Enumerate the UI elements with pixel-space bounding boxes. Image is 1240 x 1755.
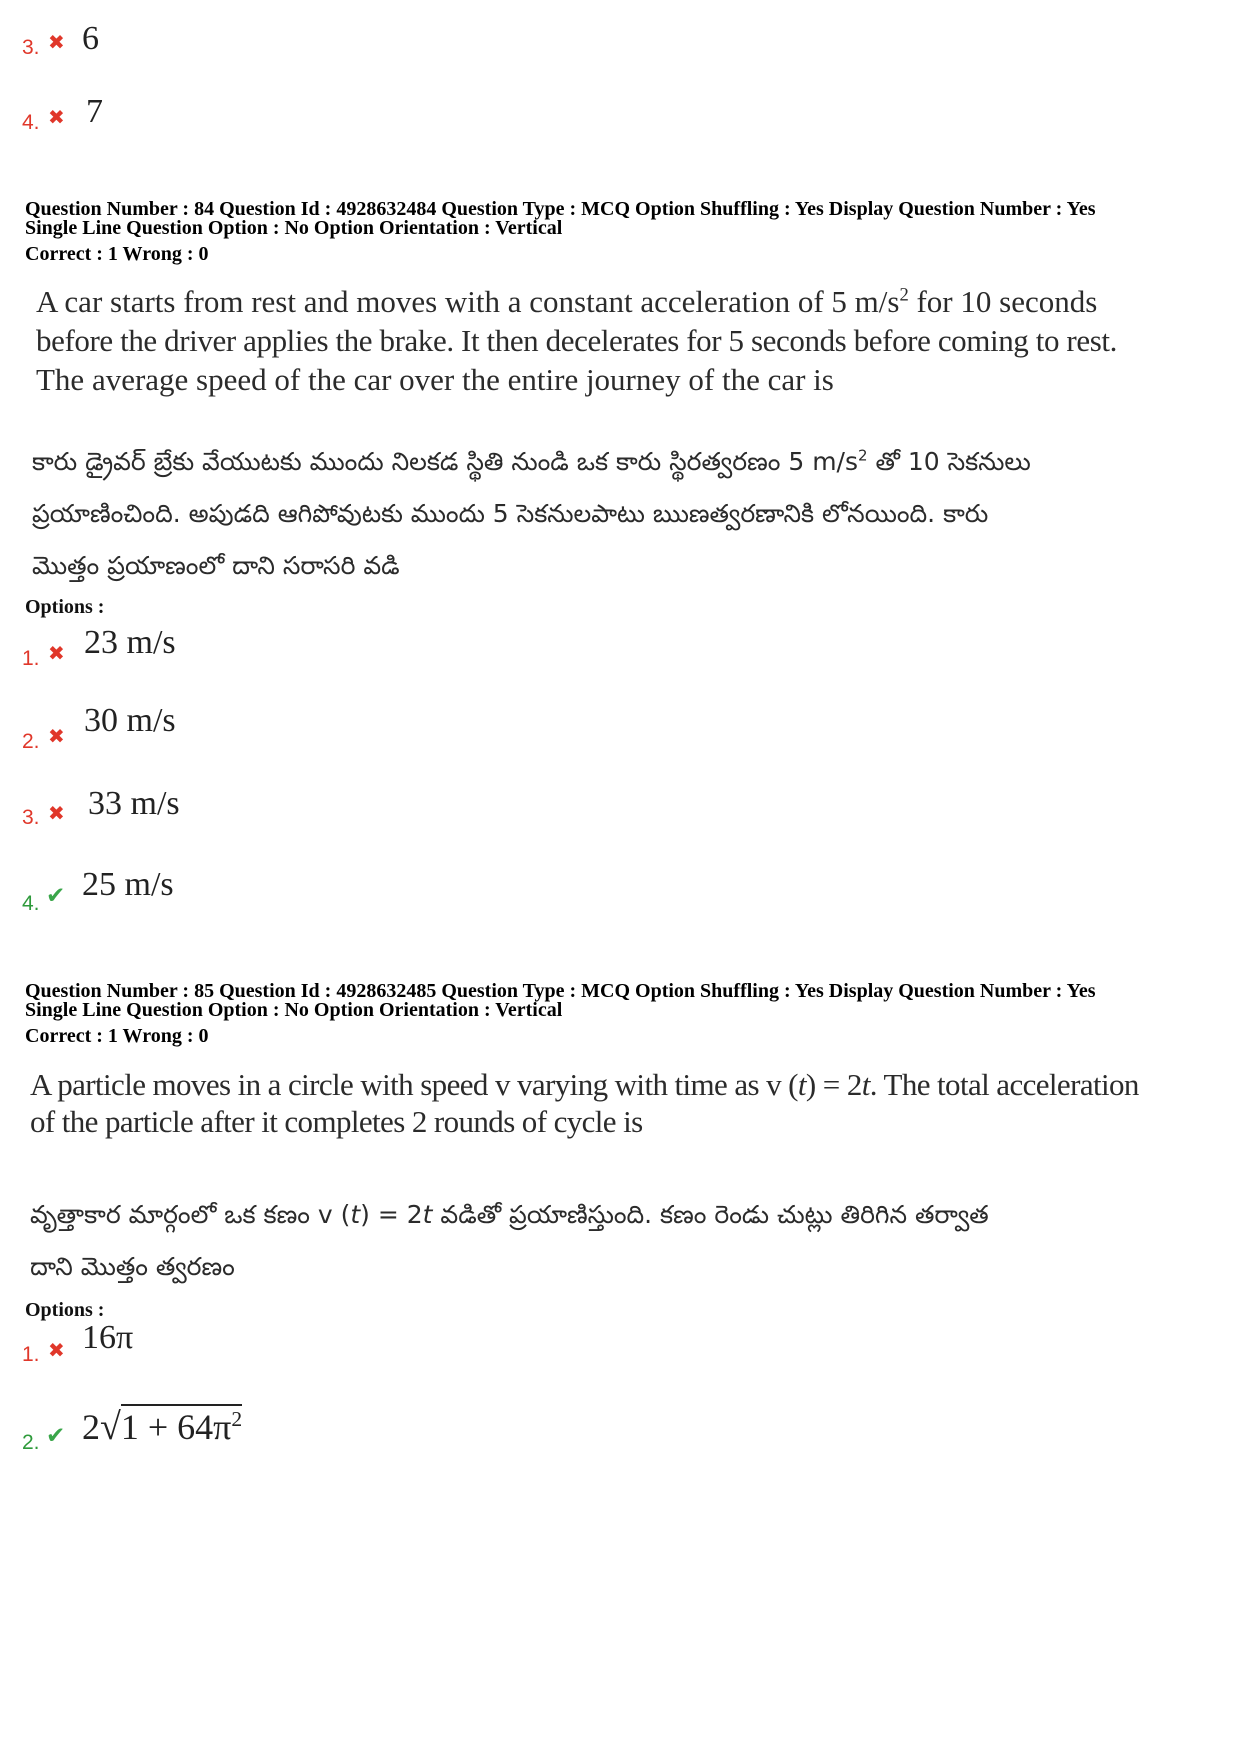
options-label: Options : [25, 596, 105, 618]
option-math-expression [82, 1405, 242, 1449]
option-number: 3. [22, 806, 40, 829]
option-text: 6 [82, 20, 99, 57]
question-text-line: కారు డ్రైవర్ బ్రేకు వేయుటకు ముందు నిలకడ స్థితి నుండి ఒక కారు స్థిరత్వరణం 5 m/s [32, 447, 858, 476]
question-score-line: Correct : 1 Wrong : 0 [25, 1025, 209, 1047]
wrong-mark-icon: ✖ [48, 641, 65, 665]
option-text: 7 [86, 93, 103, 130]
variable-t: t [350, 1200, 361, 1229]
question-text-line: A particle moves in a circle with speed v varying with time as v ( [30, 1067, 798, 1102]
variable-t: t [861, 1067, 870, 1102]
question-text-line: before the driver applies the brake. It then decelerates for 5 seconds before coming to rest. [36, 323, 1117, 358]
question-text-line: ) = 2 [805, 1067, 862, 1102]
correct-check-icon: ✔ [46, 1423, 66, 1449]
option-number: 3. [22, 36, 40, 59]
option-number: 4. [22, 111, 40, 134]
sqrt-icon: √ [100, 1406, 121, 1448]
superscript: 2 [231, 1407, 243, 1431]
wrong-mark-icon: ✖ [48, 30, 65, 54]
option-text: 33 m/s [88, 785, 180, 822]
math-radicand-text: 1 + 64π [120, 1407, 232, 1447]
question-meta-line1: Question Number : 84 Question Id : 4928632484 Question Type : MCQ Option Shuffling : Yes Display Question Number : Yes [25, 198, 1096, 220]
question-text-line: of the particle after it completes 2 rounds of cycle is [30, 1104, 643, 1139]
option-number: 4. [22, 892, 40, 915]
option-number: 2. [22, 730, 40, 753]
wrong-mark-icon: ✖ [48, 801, 65, 825]
option-number: 1. [22, 1343, 40, 1366]
math-radicand [121, 1404, 242, 1447]
math-coefficient: 2 [82, 1407, 100, 1447]
options-label: Options : [25, 1299, 105, 1321]
question-text-line: The average speed of the car over the entire journey of the car is [36, 362, 834, 397]
wrong-mark-icon: ✖ [48, 1338, 65, 1362]
superscript: 2 [899, 284, 909, 306]
question-text-line: A car starts from rest and moves with a constant acceleration of 5 m/s [36, 284, 900, 319]
option-text: 30 m/s [84, 702, 176, 739]
question-text-telugu [30, 1189, 989, 1293]
question-text-english [36, 282, 1117, 399]
question-text-line: వడితో ప్రయాణిస్తుంది. కణం రెండు చుట్లు తిరిగిన తర్వాత [432, 1200, 989, 1229]
question-text-line: దాని మొత్తం త్వరణం [30, 1252, 235, 1281]
question-text-telugu [32, 436, 1031, 592]
question-text-line: for 10 seconds [908, 284, 1098, 319]
option-text: 23 m/s [84, 624, 176, 661]
superscript: 2 [858, 446, 868, 465]
option-number: 2. [22, 1431, 40, 1454]
option-text: 16π [82, 1319, 134, 1356]
question-text-line: ప్రయాణించింది. అపుడది ఆగిపోవుటకు ముందు 5 సెకనులపాటు ఋణత్వరణానికి లోనయింది. కారు [32, 499, 989, 528]
wrong-mark-icon: ✖ [48, 724, 65, 748]
question-score-line: Correct : 1 Wrong : 0 [25, 243, 209, 265]
question-text-line: ) = 2 [360, 1200, 423, 1229]
wrong-mark-icon: ✖ [48, 105, 65, 129]
question-text-line: మొత్తం ప్రయాణంలో దాని సరాసరి వడి [32, 551, 400, 580]
question-meta-line2: Single Line Question Option : No Option Orientation : Vertical [25, 217, 563, 239]
question-meta-line2: Single Line Question Option : No Option Orientation : Vertical [25, 999, 563, 1021]
question-text-line: . The total acceleration [869, 1067, 1139, 1102]
question-text-line: వృత్తాకార మార్గంలో ఒక కణం v ( [30, 1200, 351, 1229]
variable-t: t [422, 1200, 433, 1229]
variable-t: t [797, 1067, 806, 1102]
question-text-english [30, 1065, 1139, 1141]
option-text: 25 m/s [82, 866, 174, 903]
option-number: 1. [22, 647, 40, 670]
question-meta-line1: Question Number : 85 Question Id : 4928632485 Question Type : MCQ Option Shuffling : Yes Display Question Number : Yes [25, 980, 1096, 1002]
correct-check-icon: ✔ [46, 883, 66, 909]
question-text-line: తో 10 సెకనులు [867, 447, 1031, 476]
